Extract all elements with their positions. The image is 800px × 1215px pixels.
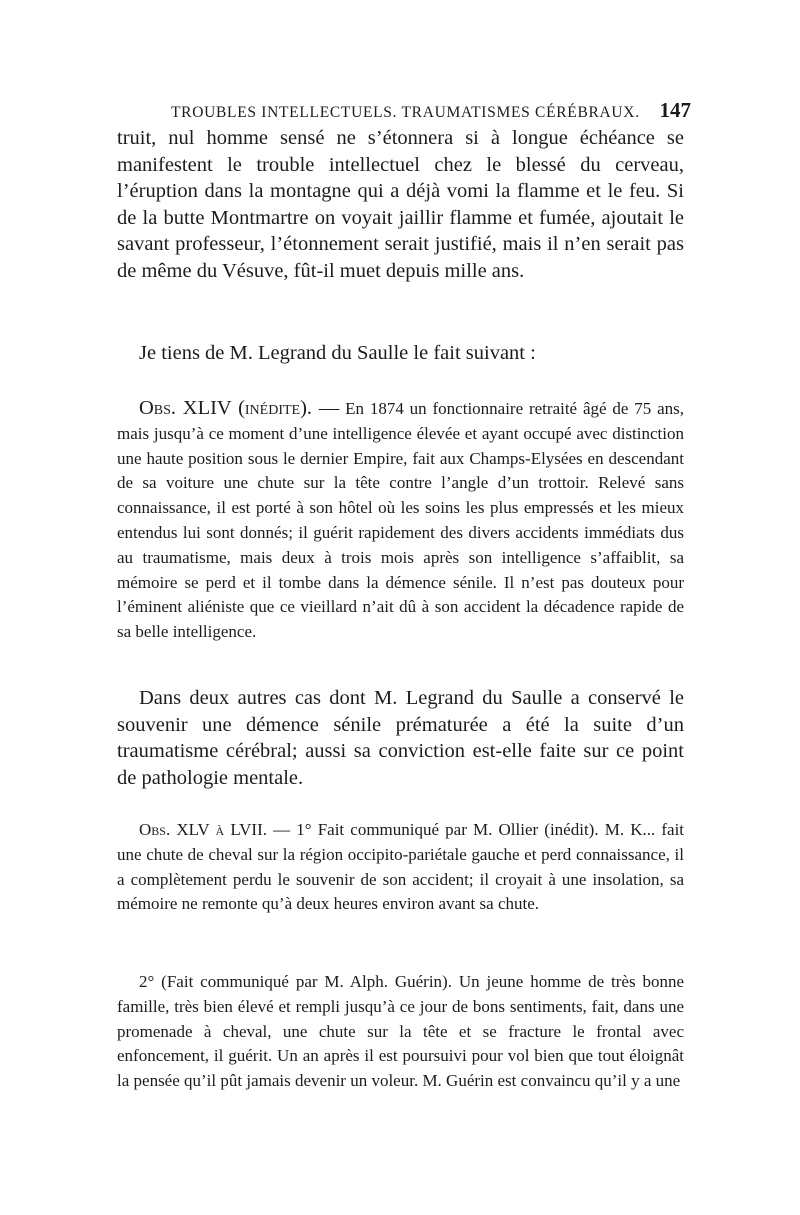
observation-xliv-text: En 1874 un fonctionnaire retraité âgé de 75 ans, mais jusqu’à ce moment d’une intelligence élevée et ayant occupé avec distinction une haute position sous le dernier Empire, fait aux Champs-Elysées en descendant de sa voiture une chute sur la tête contre l’angle d’un trottoir. Relevé sans connaissance, il est porté à son hôtel où les soins les plus empressés et les mieux entendus lui sont donnés; il guérit rapidement des divers accidents immédiats dus au traumatisme, mais deux à trois mois après son intelligence s’affaiblit, sa mémoire se perd et il tombe dans la démence sénile. Il n’est pas douteux pour l’éminent aliéniste que ce vieillard n’ait dû à son accident la décadence rapide de sa belle intelligence.	[117, 399, 685, 642]
page-number: 147	[659, 98, 691, 122]
observation-xlv-label: Obs. XLV à LVII. —	[139, 820, 291, 839]
observation-guerin: 2° (Fait communiqué par M. Alph. Guérin). Un jeune homme de très bonne famille, très bien élevé et rempli jusqu’à ce jour de bons sentiments, fait, dans une promenade à cheval, une chute sur la tête et se fracture le frontal avec enfoncement, il guérit. Un an après il est poursuivi pour vol bien que tout éloignât la pensée qu’il pût jamais devenir un voleur. M. Guérin est convaincu qu’il y a une	[117, 972, 684, 1091]
observation-xliv-label: Obs. XLIV (inédite). —	[139, 397, 340, 419]
paragraph-other-cases: Dans deux autres cas dont M. Legrand du Saulle a conservé le souvenir une démence sénile prématurée a été la suite d’un traumatisme cérébral; aussi sa conviction est-elle faite sur ce point de pathologie mentale.	[117, 687, 684, 789]
observation-xliv	[117, 396, 684, 645]
running-title: TROUBLES INTELLECTUELS. TRAUMATISMES CÉRÉBRAUX.	[171, 104, 640, 121]
observation-xlv-lvii	[117, 818, 684, 917]
running-head	[171, 98, 691, 123]
paragraph-continuation: truit, nul homme sensé ne s’étonnera si à longue échéance se manifestent le trouble intellectuel chez le blessé du cerveau, l’éruption dans la montagne qui a déjà vomi la flamme et le feu. Si de la butte Montmartre on voyait jaillir flamme et fumée, ajoutait le savant professeur, l’étonnement serait justifié, mais il n’en serait pas de même du Vésuve, fût-il muet depuis mille ans.	[117, 127, 684, 282]
observation-xlv-text: 1° Fait communiqué par M. Ollier (inédit). M. K... fait une chute de cheval sur la région occipito-pariétale gauche et perd connaissance, il a complètement perdu le souvenir de son accident; il croyait à une insolation, sa mémoire ne remonte qu’à deux heures environ avant sa chute.	[117, 820, 685, 914]
paragraph-intro-observation: Je tiens de M. Legrand du Saulle le fait suivant :	[139, 342, 536, 364]
